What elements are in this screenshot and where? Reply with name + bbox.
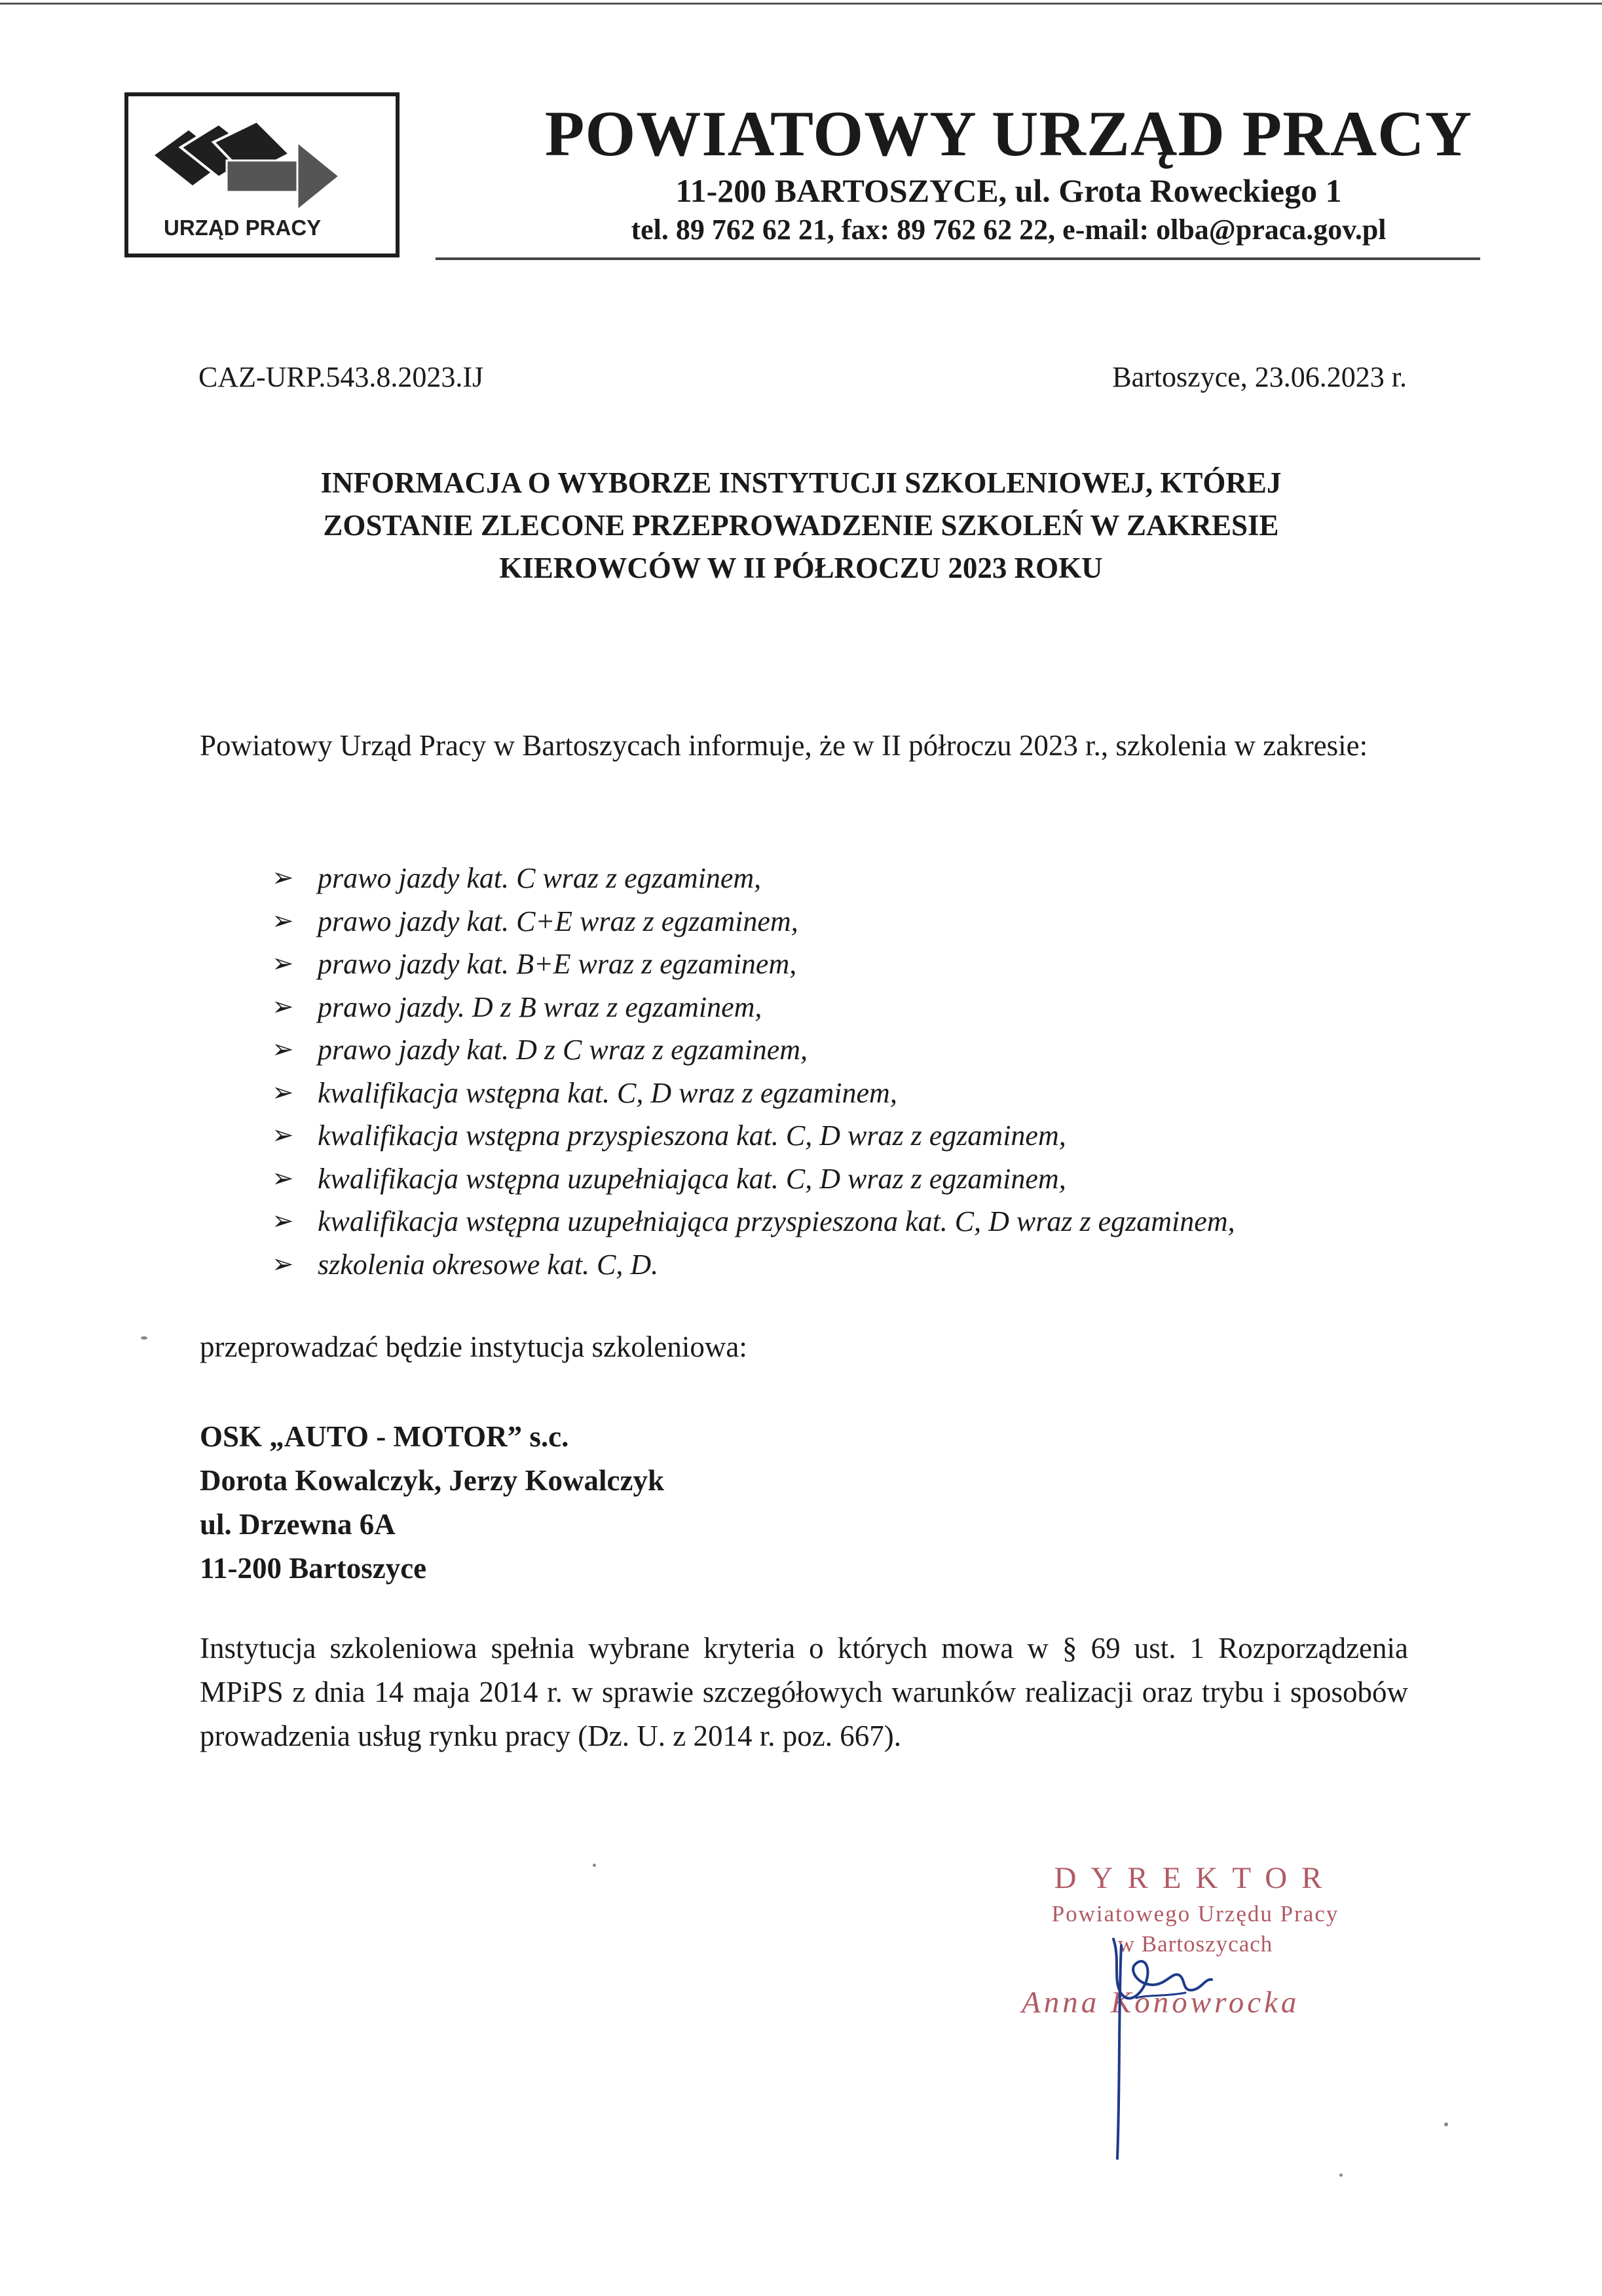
provider-address-block xyxy=(200,1415,664,1590)
provider-name: OSK „AUTO - MOTOR” s.c. xyxy=(200,1420,569,1453)
scan-top-edge xyxy=(0,3,1602,5)
place-and-date: Bartoszyce, 23.06.2023 r. xyxy=(1112,361,1407,393)
logo-text: URZĄD PRACY xyxy=(164,216,322,240)
arrow-bullet-icon: ➢ xyxy=(272,1120,294,1150)
list-item: ➢ prawo jazdy kat. C+E wraz z egzaminem, xyxy=(272,900,1235,943)
title-line: KIEROWCÓW W II PÓŁROCZU 2023 ROKU xyxy=(499,552,1103,584)
org-contact: tel. 89 762 62 21, fax: 89 762 62 22, e-mail: olba@praca.gov.pl xyxy=(631,214,1387,246)
logo-arrows-icon xyxy=(141,116,390,214)
title-line: INFORMACJA O WYBORZE INSTYTUCJI SZKOLENIOWEJ, KTÓREJ xyxy=(320,466,1282,499)
scan-speck xyxy=(1444,2122,1448,2126)
stamp-office: Powiatowego Urzędu Pracy xyxy=(1051,1901,1339,1927)
arrow-bullet-icon: ➢ xyxy=(272,1077,294,1108)
org-address: 11-200 BARTOSZYCE, ul. Grota Roweckiego 1 xyxy=(675,172,1342,209)
title-line: ZOSTANIE ZLECONE PRZEPROWADZENIE SZKOLEŃ W ZAKRESIE xyxy=(323,509,1279,542)
list-item: ➢ prawo jazdy kat. B+E wraz z egzaminem, xyxy=(272,943,1235,986)
provider-street: ul. Drzewna 6A xyxy=(200,1508,396,1541)
arrow-bullet-icon: ➢ xyxy=(272,1034,294,1064)
list-item: ➢ prawo jazdy. D z B wraz z egzaminem, xyxy=(272,986,1235,1029)
stamp-director-name: Anna Konowrocka xyxy=(1022,1985,1300,2020)
header-divider xyxy=(436,257,1480,260)
criteria-paragraph: Instytucja szkoleniowa spełnia wybrane kryteria o których mowa w § 69 ust. 1 Rozporządzenia MPiPS z dnia 14 maja 2014 r. w sprawie szczegółowych warunków realizacji oraz trybu i sposobów prowadzenia usług rynku pracy (Dz. U. z 2014 r. poz. 667). xyxy=(200,1632,1408,1752)
reference-number: CAZ-URP.543.8.2023.IJ xyxy=(198,361,484,393)
list-item: ➢ prawo jazdy kat. D z C wraz z egzaminem, xyxy=(272,1028,1235,1072)
org-name: POWIATOWY URZĄD PRACY xyxy=(544,98,1473,170)
arrow-bullet-icon: ➢ xyxy=(272,1249,294,1279)
arrow-bullet-icon: ➢ xyxy=(272,1163,294,1194)
arrow-bullet-icon: ➢ xyxy=(272,905,294,936)
training-list xyxy=(272,857,1235,1286)
scan-speck xyxy=(141,1336,147,1340)
arrow-bullet-icon: ➢ xyxy=(272,1206,294,1236)
list-item: ➢ kwalifikacja wstępna przyspieszona kat. C, D wraz z egzaminem, xyxy=(272,1114,1235,1157)
list-item: ➢ kwalifikacja wstępna kat. C, D wraz z egzaminem, xyxy=(272,1072,1235,1115)
provider-owners: Dorota Kowalczyk, Jerzy Kowalczyk xyxy=(200,1464,665,1497)
stamp-city: w Bartoszycach xyxy=(1117,1931,1273,1957)
arrow-bullet-icon: ➢ xyxy=(272,949,294,979)
provider-intro: przeprowadzać będzie instytucja szkoleniowa: xyxy=(200,1330,747,1363)
arrow-bullet-icon: ➢ xyxy=(272,991,294,1022)
scan-speck xyxy=(1339,2174,1343,2177)
stamp-title: DYREKTOR xyxy=(1054,1861,1337,1895)
intro-paragraph: Powiatowy Urząd Pracy w Bartoszycach informuje, że w II półroczu 2023 r., szkolenia w zakresie: xyxy=(200,729,1368,762)
urzad-pracy-logo xyxy=(124,92,400,257)
arrow-bullet-icon: ➢ xyxy=(272,863,294,893)
list-item: ➢ szkolenia okresowe kat. C, D. xyxy=(272,1243,1235,1287)
scan-speck xyxy=(593,1864,596,1867)
provider-city: 11-200 Bartoszyce xyxy=(200,1552,427,1585)
handwritten-signature xyxy=(1074,1919,1271,2168)
list-item: ➢ prawo jazdy kat. C wraz z egzaminem, xyxy=(272,857,1235,900)
list-item: ➢ kwalifikacja wstępna uzupełniająca kat. C, D wraz z egzaminem, xyxy=(272,1157,1235,1201)
document-title xyxy=(196,462,1406,590)
list-item: ➢ kwalifikacja wstępna uzupełniająca przyspieszona kat. C, D wraz z egzaminem, xyxy=(272,1200,1235,1243)
